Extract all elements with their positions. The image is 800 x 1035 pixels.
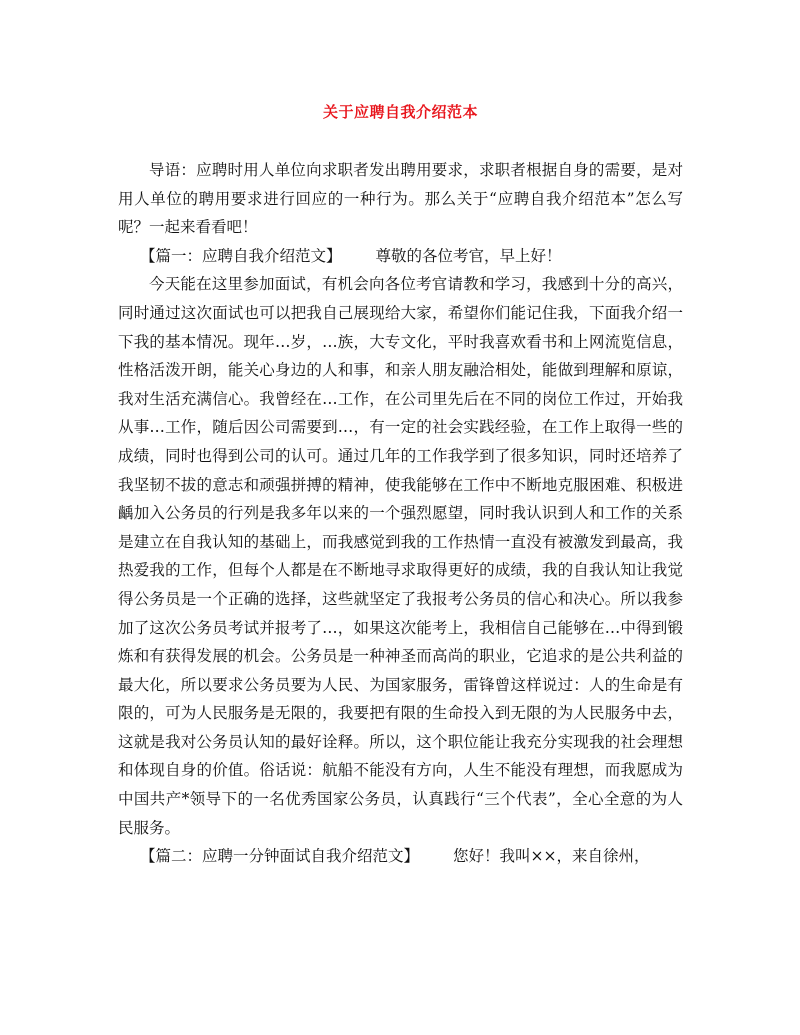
document-page xyxy=(118,102,683,871)
document-title: 关于应聘自我介绍范本 xyxy=(322,103,478,121)
section2-greeting: 您好！我叫××，来自徐州， xyxy=(453,847,650,866)
intro-paragraph: 导语：应聘时用人单位向求职者发出聘用要求，求职者根据自身的需要，是对用人单位的聘用要求进行回应的一种行为。那么关于“应聘自我介绍范本”怎么写呢？一起来看看吧！ xyxy=(118,161,683,237)
section1-body: 今天能在这里参加面试，有机会向各位考官请教和学习，我感到十分的高兴，同时通过这次面试也可以把我自己展现给大家，希望你们能记住我，下面我介绍一下我的基本情况。现年…岁，…族，大专文化，平时我喜欢看书和上网流览信息，性格活泼开朗，能关心身边的人和事，和亲人朋友融洽相处，能做到理解和原谅，我对生活充满信心。我曾经在…工作，在公司里先后在不同的岗位工作过，开始我从事…工作，随后因公司需要到…，有一定的社会实践经验，在工作上取得一些的成绩，同时也得到公司的认可。通过几年的工作我学到了很多知识，同时还培养了我坚韧不拔的意志和顽强拼搏的精神，使我能够在工作中不断地克服困难、积极进齲加入公务员的行列是我多年以来的一个强烈愿望，同时我认识到人和工作的关系是建立在自我认知的基础上，而我感觉到我的工作热情一直没有被激发到最高，我热爱我的工作，但每个人都是在不断地寻求取得更好的成绩，我的自我认知让我觉得公务员是一个正确的选择，这些就坚定了我报考公务员的信心和决心。所以我参加了这次公务员考试并报考了…，如果这次能考上，我相信自己能够在…中得到锻炼和有获得发展的机会。公务员是一种神圣而高尚的职业，它追求的是公共利益的最大化，所以要求公务员要为人民、为国家服务，雷锋曾这样说过：人的生命是有限的，可为人民服务是无限的，我要把有限的生命投入到无限的为人民服务中去，这就是我对公务员认知的最好诠释。所以，这个职位能让我充分实现我的社会理想和体现自身的价值。俗话说：航船不能没有方向，人生不能没有理想，而我愿成为中国共产*领导下的一名优秀国家公务员，认真践行“三个代表”，全心全意的为人民服务。 xyxy=(118,275,683,837)
section2-heading: 【篇二：应聘一分钟面试自我介绍范文】 xyxy=(140,847,420,866)
section2-heading-line xyxy=(118,842,683,871)
section1-greeting: 尊敬的各位考官，早上好！ xyxy=(375,246,562,265)
section1-heading-line xyxy=(118,242,683,271)
section1-heading: 【篇一：应聘自我介绍范文】 xyxy=(140,246,342,265)
